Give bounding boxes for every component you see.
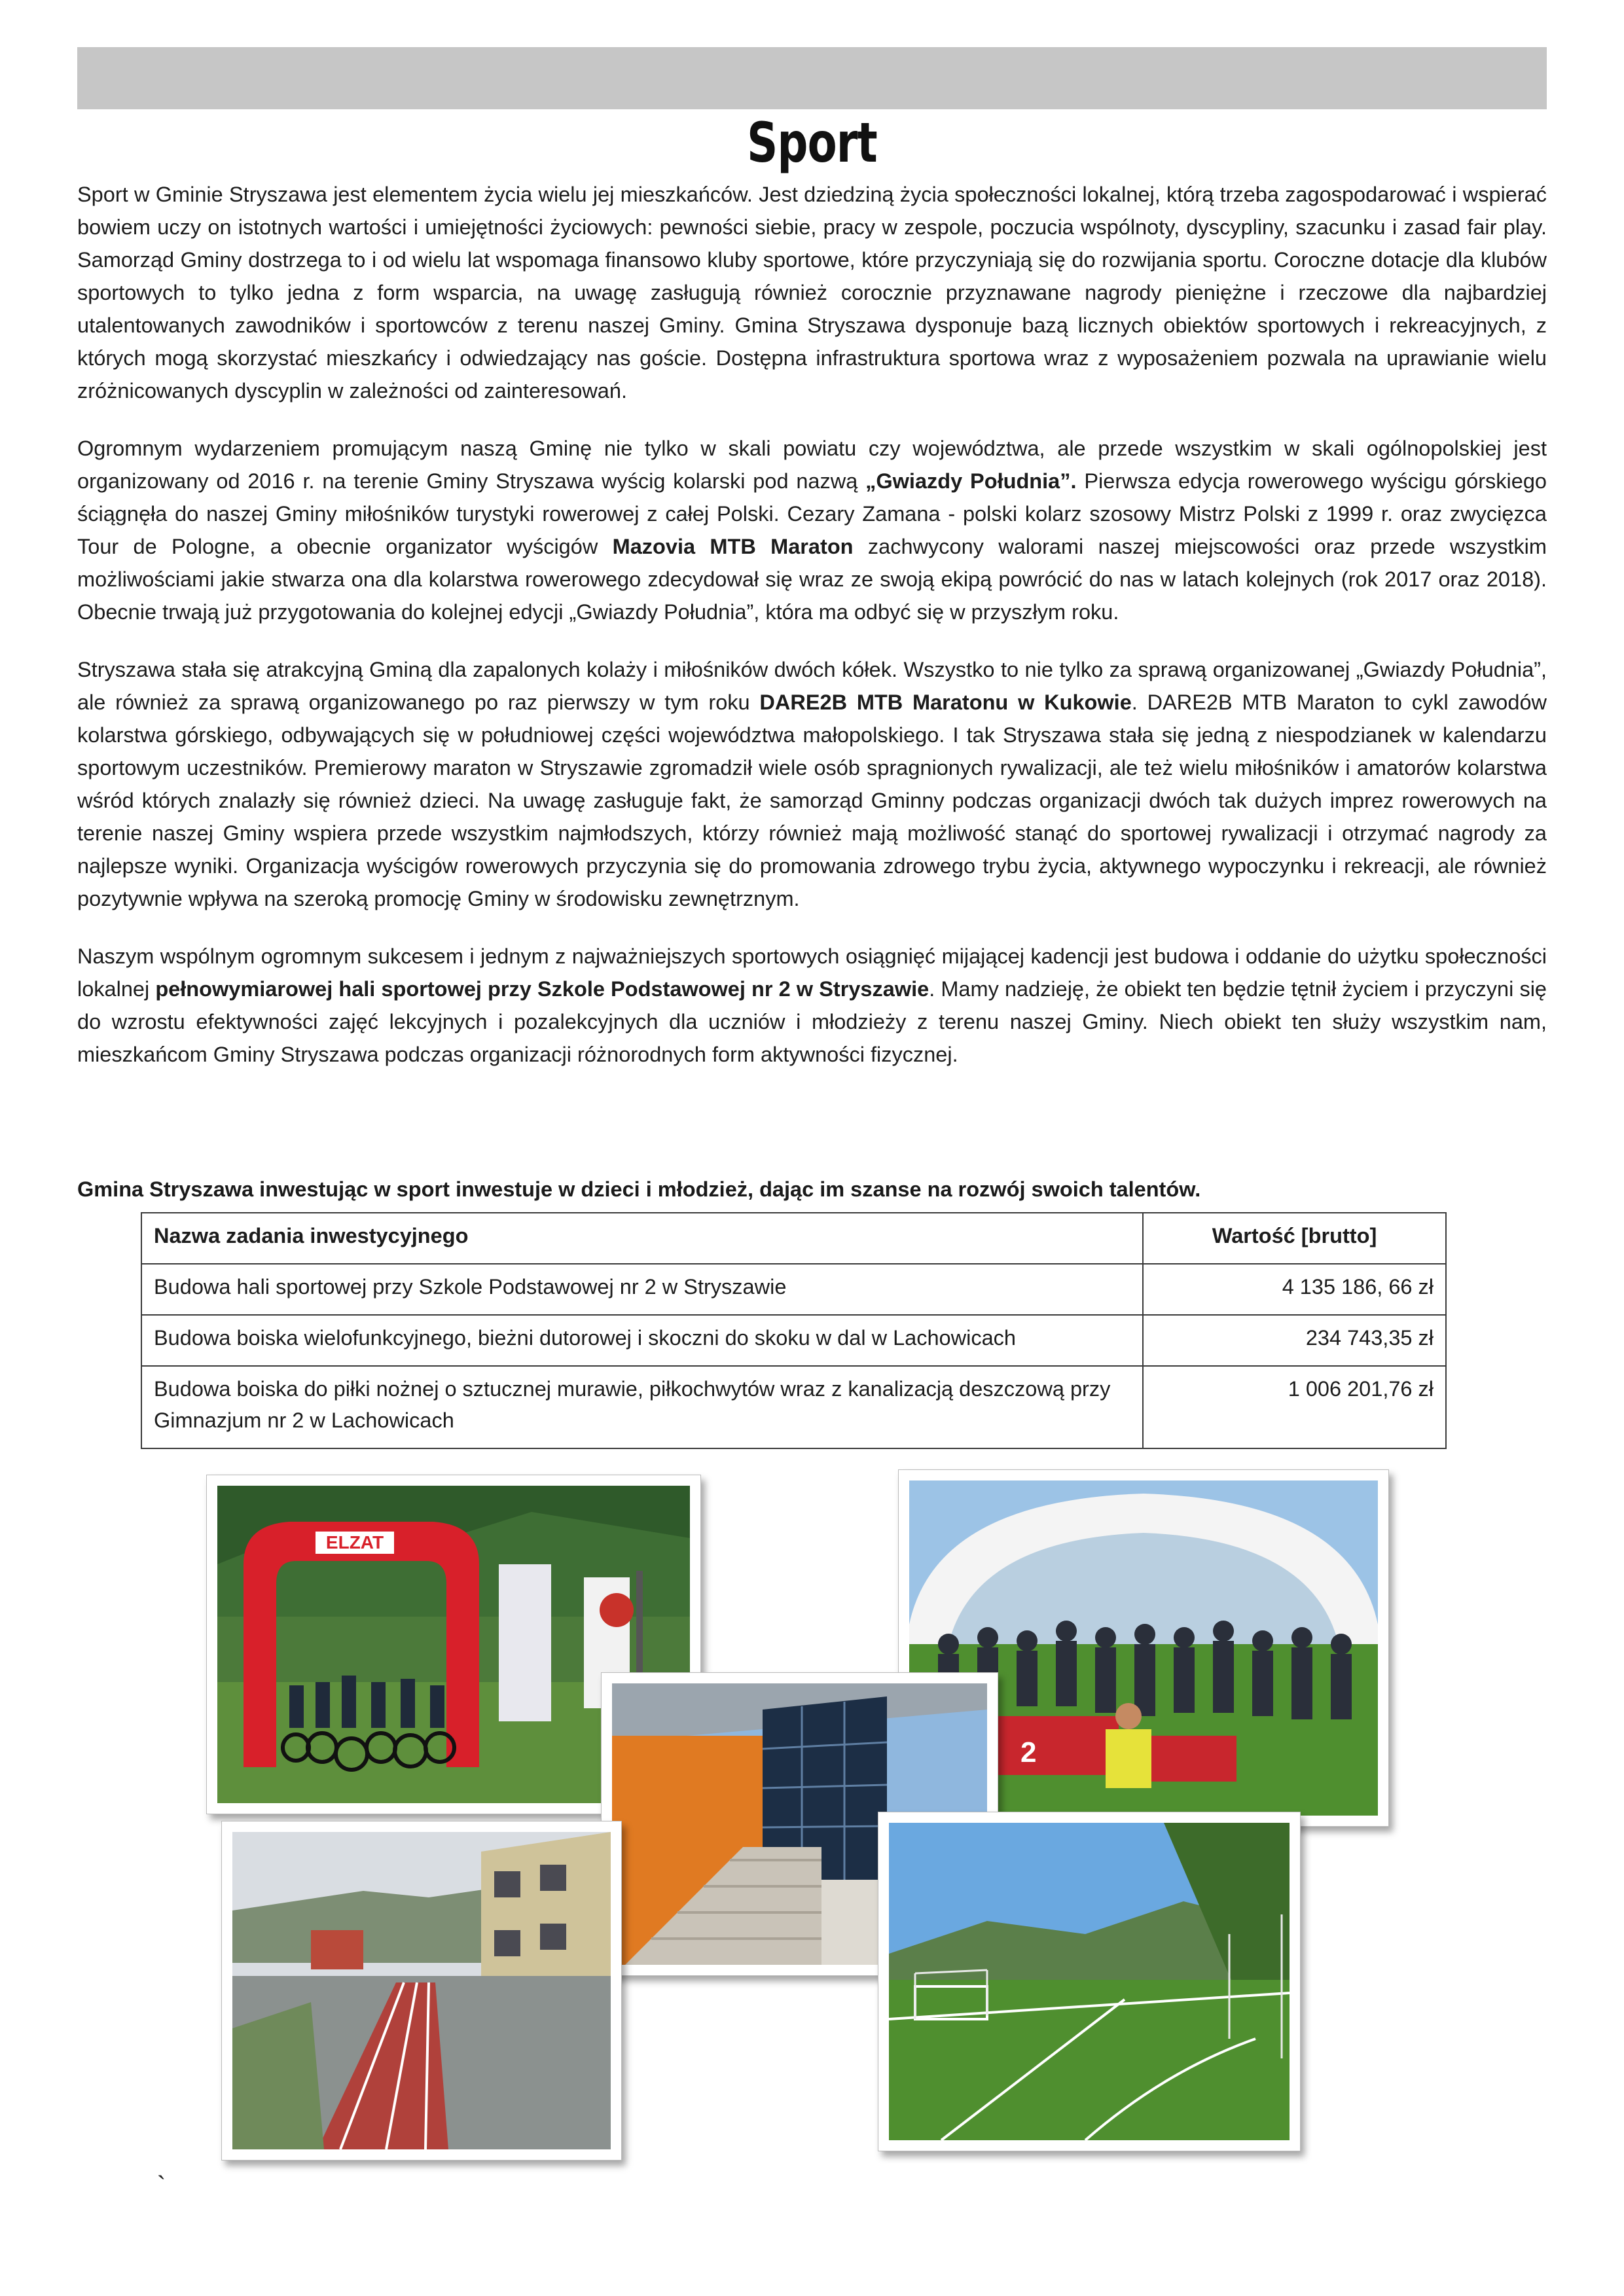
column-header-value: Wartość [brutto] <box>1143 1213 1446 1264</box>
table-header-row <box>141 1213 1446 1264</box>
paragraph-dare2b <box>77 653 1547 915</box>
table-row <box>141 1366 1446 1448</box>
paragraph-text: Naszym wspólnym ogromnym sukcesem i jednym z najważniejszych sportowych osiągnięć mijającej kadencji jest budowa i oddanie do użytku społeczności lokalnej <box>77 944 1547 1001</box>
paragraph-sports-hall <box>77 940 1547 1071</box>
paragraph-text: zachwycony walorami naszej miejscowości oraz przede wszystkim możliwościami jakie stwarza ona dla kolarstwa rowerowego zdecydował się wraz ze swoją ekipą powrócić do nas w latach kolejnych (rok 2017 oraz 2018). Obecnie trwają już przygotowania do kolejnej edycji „Gwiazdy Południa”, która ma odbyć się w przyszłym roku. <box>77 535 1547 624</box>
task-cell: Budowa boiska wielofunkcyjnego, bieżni dutorowej i skoczni do skoku w dal w Lachowicach <box>141 1315 1143 1366</box>
paragraph-text: . DARE2B MTB Maraton to cykl zawodów kolarstwa górskiego, odbywających się w południowej części województwa małopolskiego. I tak Stryszawa stała się jedną z niespodzianek w kalendarzu sportowym uczestników. Premierowy maraton w Stryszawie zgromadził wiele osób spragnionych rywalizacji, ale też wielu miłośników i amatorów kolarstwa wśród których znalazły się również dzieci. Na uwagę zasługuje fakt, że samorząd Gminny podczas organizacji dwóch tak dużych imprez rowerowych na terenie naszej Gminy wspiera przede wszystkim najmłodszych, którzy również mają możliwość stanąć do sportowej rywalizacji i otrzymać nagrody za najlepsze wyniki. Organizacja wyścigów rowerowych przyczynia się do promowania zdrowego trybu życia, aktywnego wypoczynku i rekreacji, ale również pozytywnie wpływa na szeroką promocję Gminy w środowisku zewnętrznym. <box>77 691 1547 910</box>
page-title: Sport <box>747 111 877 175</box>
investment-table <box>141 1212 1447 1449</box>
header-bar <box>77 47 1547 109</box>
paragraph-gwiazdy-poludnia <box>77 432 1547 628</box>
highlight-text: DARE2B MTB Maratonu w Kukowie <box>759 691 1132 714</box>
paragraph-text: Pierwsza edycja rowerowego wyścigu górskiego ściągnęła do naszej Gminy miłośników turystyki rowerowej z całej Polski. Cezary Zamana - polski kolarz szosowy Mistrz Polski z 1999 r. oraz zwycięzca Tour de Pologne, a obecnie organizator wyścigów <box>77 469 1547 558</box>
photo-football-pitch <box>878 1812 1301 2151</box>
paragraph-text: Ogromnym wydarzeniem promującym naszą Gminę nie tylko w skali powiatu czy województwa, ale przede wszystkim w skali ogólnopolskiej jest organizowany od 2016 r. na terenie Gminy Stryszawa wyścig kolarski pod nazwą <box>77 437 1547 493</box>
podium-number: 2 <box>1020 1736 1037 1768</box>
highlight-text: „Gwiazdy Południa”. <box>865 469 1077 493</box>
paragraph-text: . Mamy nadzieję, że obiekt ten będzie tętnił życiem i przyczyni się do wzrostu efektywności zajęć lekcyjnych i pozalekcyjnych dla uczniów i młodzieży z terenu naszej Gminy. Niech obiekt ten służy wszystkim nam, mieszkańcom Gminy Stryszawa podczas organizacji różnorodnych form aktywności fizycznej. <box>77 977 1547 1066</box>
value-cell: 4 135 186, 66 zł <box>1143 1264 1446 1315</box>
paragraph-intro <box>77 178 1547 407</box>
table-row <box>141 1315 1446 1366</box>
task-cell: Budowa hali sportowej przy Szkole Podstawowej nr 2 w Stryszawie <box>141 1264 1143 1315</box>
paragraph-text: Sport w Gminie Stryszawa jest elementem życia wielu jej mieszkańców. Jest dziedziną życia społeczności lokalnej, którą trzeba zagospodarować i wspierać bowiem uczy on istotnych wartości i umiejętności życiowych: pewności siebie, pracy w zespole, poczucia wspólnoty, dyscypliny, szacunku i zasad fair play. Samorząd Gminy dostrzega to i od wielu lat wspomaga finansowo kluby sportowe, które przyczyniają się do rozwijania sportu. Coroczne dotacje dla klubów sportowych to tylko jedna z form wsparcia, na uwagę zasługują również corocznie przyznawane nagrody pieniężne i rzeczowe dla najbardziej utalentowanych zawodników i sportowców z terenu naszej Gminy. Gmina Stryszawa dysponuje bazą licznych obiektów sportowych i rekreacyjnych, z których mogą skorzystać mieszkańcy i odwiedzający nas goście. Dostępna infrastruktura sportowa wraz z wyposażeniem pozwala na uprawianie wielu zróżnicowanych dyscyplin w zależności od zainteresowań. <box>77 183 1547 403</box>
table-lead: Gmina Stryszawa inwestując w sport inwestuje w dzieci i młodzież, dając im szanse na rozwój swoich talentów. <box>77 1177 1201 1201</box>
task-cell: Budowa boiska do piłki nożnej o sztucznej murawie, piłkochwytów wraz z kanalizacją deszczową przy Gimnazjum nr 2 w Lachowicach <box>141 1366 1143 1448</box>
paragraph-text: Stryszawa stała się atrakcyjną Gminą dla zapalonych kolaży i miłośników dwóch kółek. Wszystko to nie tylko za sprawą organizowanej „Gwiazdy Południa”, ale również za sprawą organizowanego po raz pierwszy w tym roku <box>77 658 1547 714</box>
footer-mark: ` <box>157 2172 166 2200</box>
article-body <box>77 178 1547 1096</box>
arch-sign-text: ELZAT <box>325 1532 384 1552</box>
photo-running-track <box>221 1821 622 2161</box>
table-row <box>141 1264 1446 1315</box>
highlight-text: pełnowymiarowej hali sportowej przy Szkole Podstawowej nr 2 w Stryszawie <box>155 977 929 1001</box>
highlight-text: Mazovia MTB Maraton <box>612 535 854 558</box>
value-cell: 1 006 201,76 zł <box>1143 1366 1446 1448</box>
column-header-task: Nazwa zadania inwestycyjnego <box>141 1213 1143 1264</box>
value-cell: 234 743,35 zł <box>1143 1315 1446 1366</box>
